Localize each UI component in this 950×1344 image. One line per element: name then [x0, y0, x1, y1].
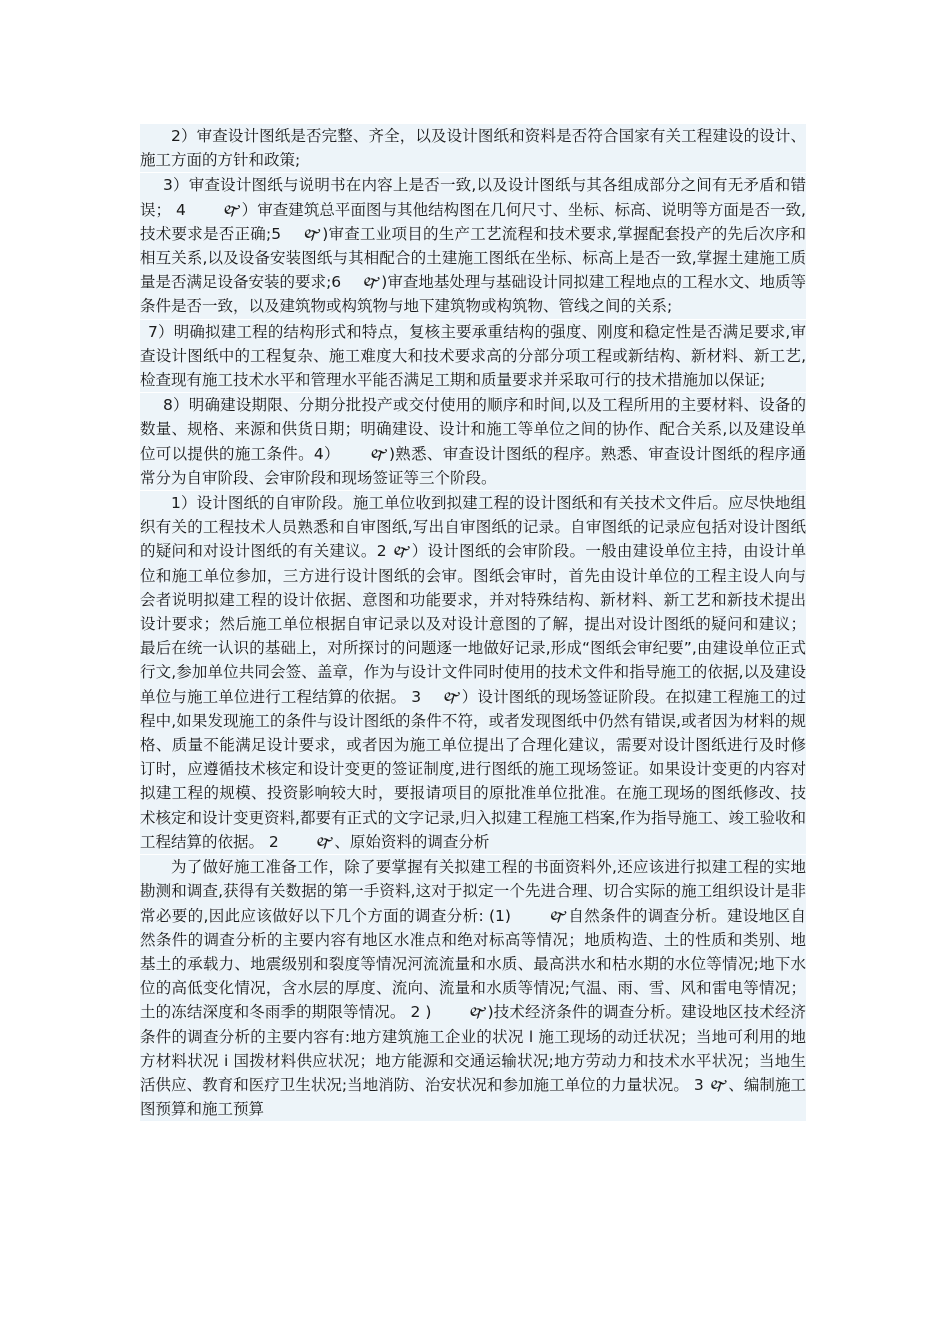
- paragraph: 7）明确拟建工程的结构形式和特点，复核主要承重结构的强度、刚度和稳定性是否满足要求,审查设计图纸中的工程复杂、施工难度大和技术要求高的分部分项工程或新结构、新材料、新工艺,检查现有施工技术水平和管理水平能否满足工期和质量要求并采取可行的技术措施加以保证;: [140, 320, 806, 393]
- paragraph: 2）审查设计图纸是否完整、齐全，以及设计图纸和资料是否符合国家有关工程建设的设计、施工方面的方针和政策;: [140, 124, 806, 172]
- paragraph: 1）设计图纸的自审阶段。施工单位收到拟建工程的设计图纸和有关技术文件后。应尽快地组织有关的工程技术人员熟悉和自审图纸,写出自审图纸的记录。自审图纸的记录应包括对设计图纸的疑问和对设计图纸的有关建议。2 🙰）设计图纸的会审阶段。一般由建设单位主持，由设计单位和施工单位参加，三方进行设计图纸的会审。图纸会审时，首先由设计单位的工程主设人向与会者说明拟建工程的设计依据、意图和功能要求，并对特殊结构、新材料、新工艺和新技术提出设计要求；然后施工单位根据自审记录以及对设计意图的了解，提出对设计图纸的疑问和建议；最后在统一认识的基础上，对所探讨的问题逐一地做好记录,形成“图纸会审纪要”,由建设单位正式行文,参加单位共同会签、盖章，作为与设计文件同时使用的技术文件和指导施工的依据,以及建设单位与施工单位进行工程结算的依据。 3 🙰）设计图纸的现场签证阶段。在拟建工程施工的过程中,如果发现施工的条件与设计图纸的条件不符，或者发现图纸中仍然有错误,或者因为材料的规格、质量不能满足设计要求，或者因为施工单位提出了合理化建议，需要对设计图纸进行及时修订时，应遵循技术核定和设计变更的签证制度,进行图纸的施工现场签证。如果设计变更的内容对拟建工程的规模、投资影响较大时，要报请项目的原批准单位批准。在施工现场的图纸修改、技术核定和设计变更资料,都要有正式的文字记录,归入拟建工程施工档案,作为指导施工、竣工验收和工程结算的依据。 2 🙰、原始资料的调查分析: [140, 491, 806, 854]
- paragraph: 3）审查设计图纸与说明书在内容上是否一致,以及设计图纸与其各组成部分之间有无矛盾和错误； 4 🙰）审查建筑总平面图与其他结构图在几何尺寸、坐标、标高、说明等方面是否一致,技术要求是否正确;5 🙰)审查工业项目的生产工艺流程和技术要求,掌握配套投产的先后次序和相互关系,以及设备安装图纸与其相配合的土建施工图纸在坐标、标高上是否一致,掌握土建施工质量是否满足设备安装的要求;6 🙰)审查地基处理与基础设计同拟建工程地点的工程水文、地质等条件是否一致，以及建筑物或构筑物与地下建筑物或构筑物、管线之间的关系;: [140, 173, 806, 318]
- document-page: [140, 124, 806, 1121]
- paragraph: 8）明确建设期限、分期分批投产或交付使用的顺序和时间,以及工程所用的主要材料、设备的数量、规格、来源和供货日期；明确建设、设计和施工等单位之间的协作、配合关系,以及建设单位可以提供的施工条件。4） 🙰)熟悉、审查设计图纸的程序。熟悉、审查设计图纸的程序通常分为自审阶段、会审阶段和现场签证等三个阶段。: [140, 393, 806, 490]
- paragraph: 为了做好施工准备工作，除了要掌握有关拟建工程的书面资料外,还应该进行拟建工程的实地勘测和调查,获得有关数据的第一手资料,这对于拟定一个先进合理、切合实际的施工组织设计是非常必要的,因此应该做好以下几个方面的调查分析: (1) 🙰自然条件的调查分析。建设地区自然条件的调查分析的主要内容有地区水准点和绝对标高等情况；地质构造、土的性质和类别、地基土的承载力、地震级别和裂度等情况河流流量和水质、最高洪水和枯水期的水位等情况;地下水位的高低变化情况，含水层的厚度、流向、流量和水质等情况;气温、雨、雪、风和雷电等情况；土的冻结深度和冬雨季的期限等情况。 2 ) 🙰)技术经济条件的调查分析。建设地区技术经济条件的调查分析的主要内容有:地方建筑施工企业的状况 l 施工现场的动迁状况；当地可利用的地方材料状况 i 国拨材料供应状况；地方能源和交通运输状况;地方劳动力和技术水平状况；当地生活供应、教育和医疗卫生状况;当地消防、治安状况和参加施工单位的力量状况。 3 🙰、编制施工图预算和施工预算: [140, 855, 806, 1121]
